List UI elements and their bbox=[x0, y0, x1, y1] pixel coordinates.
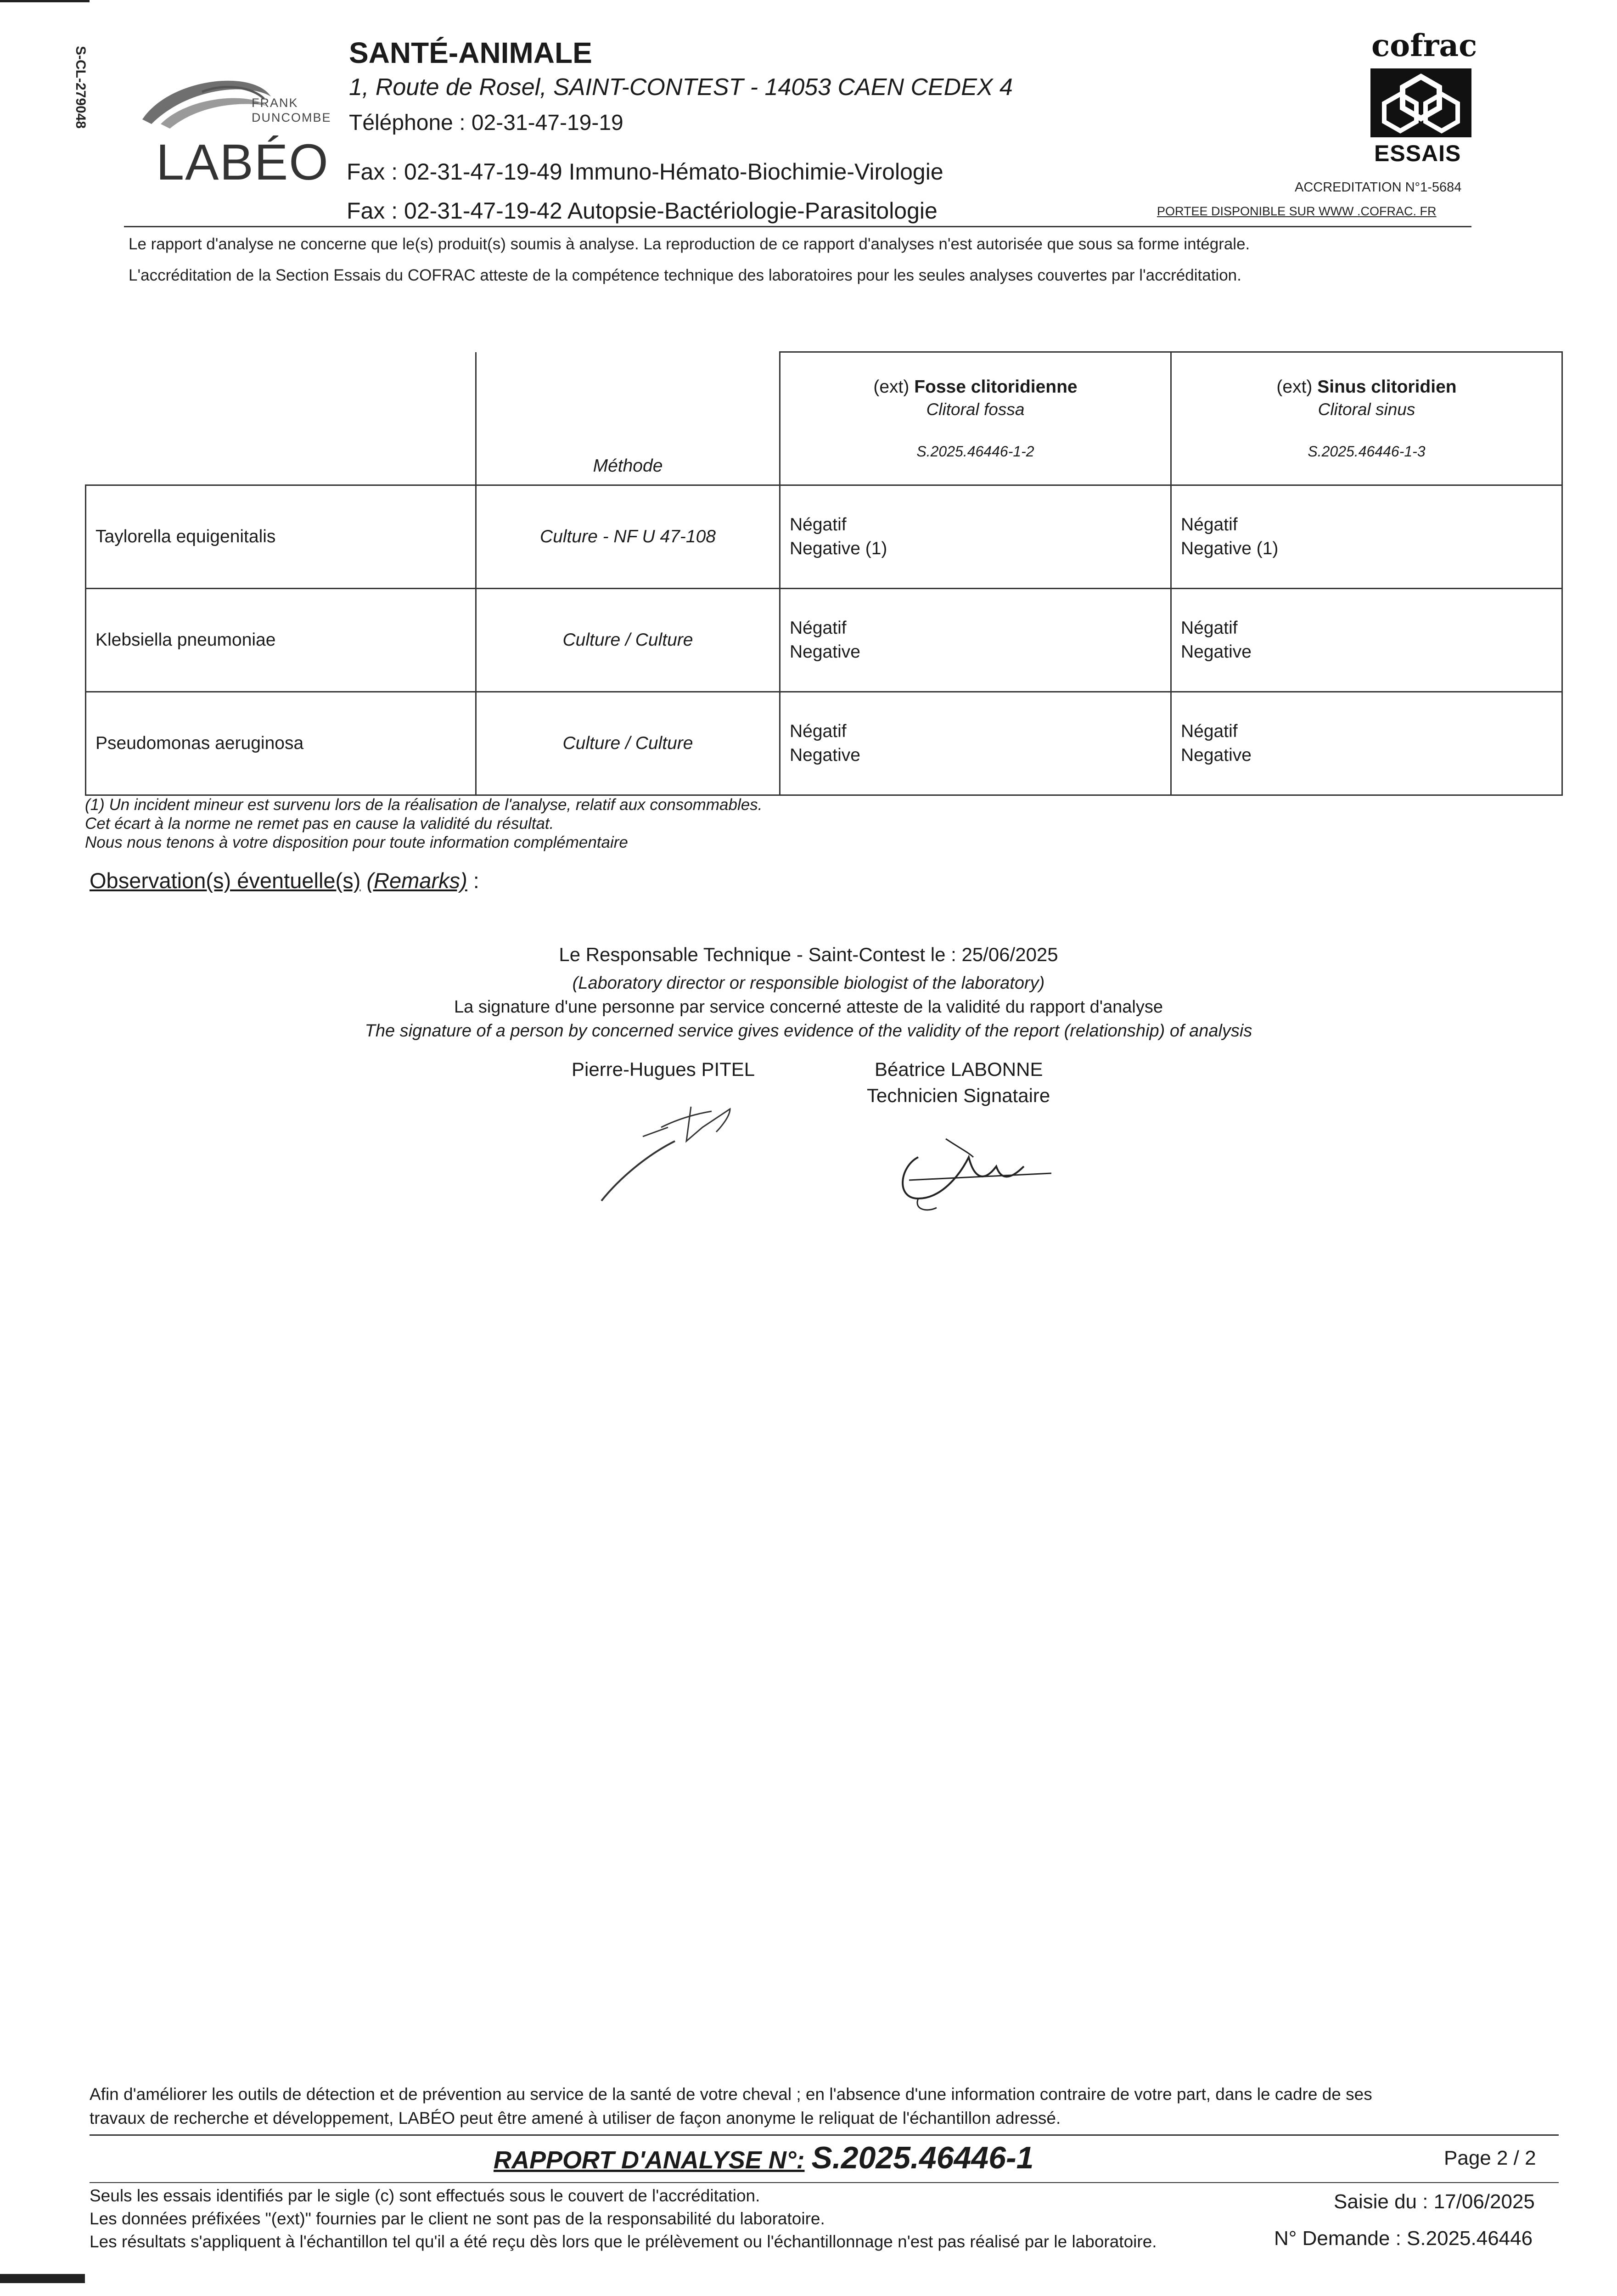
results-table bbox=[85, 351, 1563, 796]
table-corner bbox=[86, 352, 476, 485]
footer-research-note: Afin d'améliorer les outils de détection et de prévention au service de la santé de votre cheval ; en l'absence d'une information contraire de votre part, dans le cadre de ses travaux de recherche et développement, LABÉO peut être amené à utiliser de façon anonyme le reliquat de l'échantillon adressé. bbox=[90, 2085, 1372, 2127]
bottom-edge-mark bbox=[0, 2274, 85, 2283]
footer-divider bbox=[90, 2134, 1559, 2136]
result-cell: Négatif Negative bbox=[1171, 692, 1562, 795]
footer-disclaimers: Seuls les essais identifiés par le sigle (c) sont effectués sous le couvert de l'accréditation. Les données préfixées "(ext)" fournies par le client ne sont pas de la responsabilité du laboratoire. Les résultats s'appliquent à l'échantillon tel qu'il a été reçu dès lors que le prélèvement ou l'échantillonnage n'est pas réalisé par le laboratoire. bbox=[90, 2186, 1157, 2251]
result-cell: Négatif Negative bbox=[1171, 589, 1562, 692]
analyte-name: Klebsiella pneumoniae bbox=[86, 589, 476, 692]
method-header: Méthode bbox=[476, 352, 780, 485]
logo-name: LABÉO bbox=[156, 134, 329, 191]
lab-telephone: Téléphone : 02-31-47-19-19 bbox=[349, 111, 623, 135]
table-header-row bbox=[86, 352, 1562, 485]
responsable-line-en: (Laboratory director or responsible biologist of the laboratory) bbox=[572, 974, 1045, 993]
header-divider bbox=[124, 226, 1471, 227]
lab-fax-1: Fax : 02-31-47-19-49 Immuno-Hémato-Biochimie-Virologie bbox=[347, 159, 943, 185]
labeo-logo bbox=[133, 69, 331, 191]
validity-statement: La signature d'une personne par service concerné atteste de la validité du rapport d'analyse bbox=[454, 997, 1163, 1017]
entry-date: Saisie du : 17/06/2025 bbox=[1334, 2190, 1535, 2213]
result-cell: Négatif Negative (1) bbox=[1171, 485, 1562, 589]
signature-labonne bbox=[891, 1130, 1056, 1217]
signer-1-name: Pierre-Hugues PITEL bbox=[572, 1058, 755, 1080]
analysis-method: Culture - NF U 47-108 bbox=[476, 485, 780, 589]
signer-2-name: Béatrice LABONNE bbox=[875, 1058, 1043, 1080]
table-row bbox=[86, 589, 1562, 692]
analysis-method: Culture / Culture bbox=[476, 589, 780, 692]
request-number: N° Demande : S.2025.46446 bbox=[1274, 2227, 1533, 2250]
lab-address: 1, Route de Rosel, SAINT-CONTEST - 14053 CAEN CEDEX 4 bbox=[349, 74, 1013, 101]
analyte-name: Taylorella equigenitalis bbox=[86, 485, 476, 589]
footer-divider-2 bbox=[90, 2182, 1559, 2183]
observations-heading: Observation(s) éventuelle(s) (Remarks) : bbox=[90, 868, 479, 893]
cofrac-logo bbox=[1366, 28, 1476, 174]
sample-header-1: (ext) Fosse clitoridienne Clitoral fossa S.2025.46446-1-2 bbox=[780, 352, 1171, 485]
notice-line-2: L'accréditation de la Section Essais du COFRAC atteste de la compétence technique des laboratoires pour les seules analyses couvertes par l'accréditation. bbox=[129, 266, 1241, 284]
report-number: RAPPORT D'ANALYSE N°: S.2025.46446-1 bbox=[494, 2140, 1034, 2175]
notice-line-1: Le rapport d'analyse ne concerne que le(s) produit(s) soumis à analyse. La reproduction de ce rapport d'analyses n'est autorisée que sous sa forme intégrale. bbox=[129, 235, 1250, 253]
portee-link[interactable]: PORTEE DISPONIBLE SUR WWW .COFRAC. FR bbox=[1157, 204, 1437, 218]
result-cell: Négatif Negative (1) bbox=[780, 485, 1171, 589]
lab-title: SANTÉ-ANIMALE bbox=[349, 36, 592, 69]
table-row bbox=[86, 692, 1562, 795]
validity-statement-en: The signature of a person by concerned service gives evidence of the validity of the report (relationship) of analysis bbox=[365, 1021, 1252, 1041]
cofrac-essais: ESSAIS bbox=[1374, 141, 1461, 166]
accreditation-number: ACCREDITATION N°1-5684 bbox=[1295, 180, 1462, 195]
table-row bbox=[86, 485, 1562, 589]
top-edge-mark bbox=[0, 0, 90, 2]
analysis-method: Culture / Culture bbox=[476, 692, 780, 795]
lab-fax-2: Fax : 02-31-47-19-42 Autopsie-Bactériologie-Parasitologie bbox=[347, 198, 938, 224]
page-number: Page 2 / 2 bbox=[1444, 2147, 1536, 2169]
side-code-text: S-CL-279048 bbox=[73, 46, 88, 129]
sample-header-2: (ext) Sinus clitoridien Clitoral sinus S.2025.46446-1-3 bbox=[1171, 352, 1562, 485]
cofrac-hexagon-icon bbox=[1366, 67, 1476, 140]
cofrac-wordmark: cofrac bbox=[1371, 28, 1477, 63]
result-cell: Négatif Negative bbox=[780, 692, 1171, 795]
table-footnotes: (1) Un incident mineur est survenu lors de la réalisation de l'analyse, relatif aux consommables. Cet écart à la norme ne remet pas en cause la validité du résultat. Nous nous tenons à votre disposition pour toute information complémentaire bbox=[85, 796, 763, 851]
logo-subtitle: FRANK DUNCOMBE bbox=[252, 96, 331, 124]
result-cell: Négatif Negative bbox=[780, 589, 1171, 692]
analyte-name: Pseudomonas aeruginosa bbox=[86, 692, 476, 795]
signer-2-title: Technicien Signataire bbox=[867, 1085, 1050, 1106]
responsable-line: Le Responsable Technique - Saint-Contest le : 25/06/2025 bbox=[559, 944, 1058, 965]
side-reference-code bbox=[69, 46, 96, 147]
signature-pitel bbox=[592, 1100, 767, 1210]
